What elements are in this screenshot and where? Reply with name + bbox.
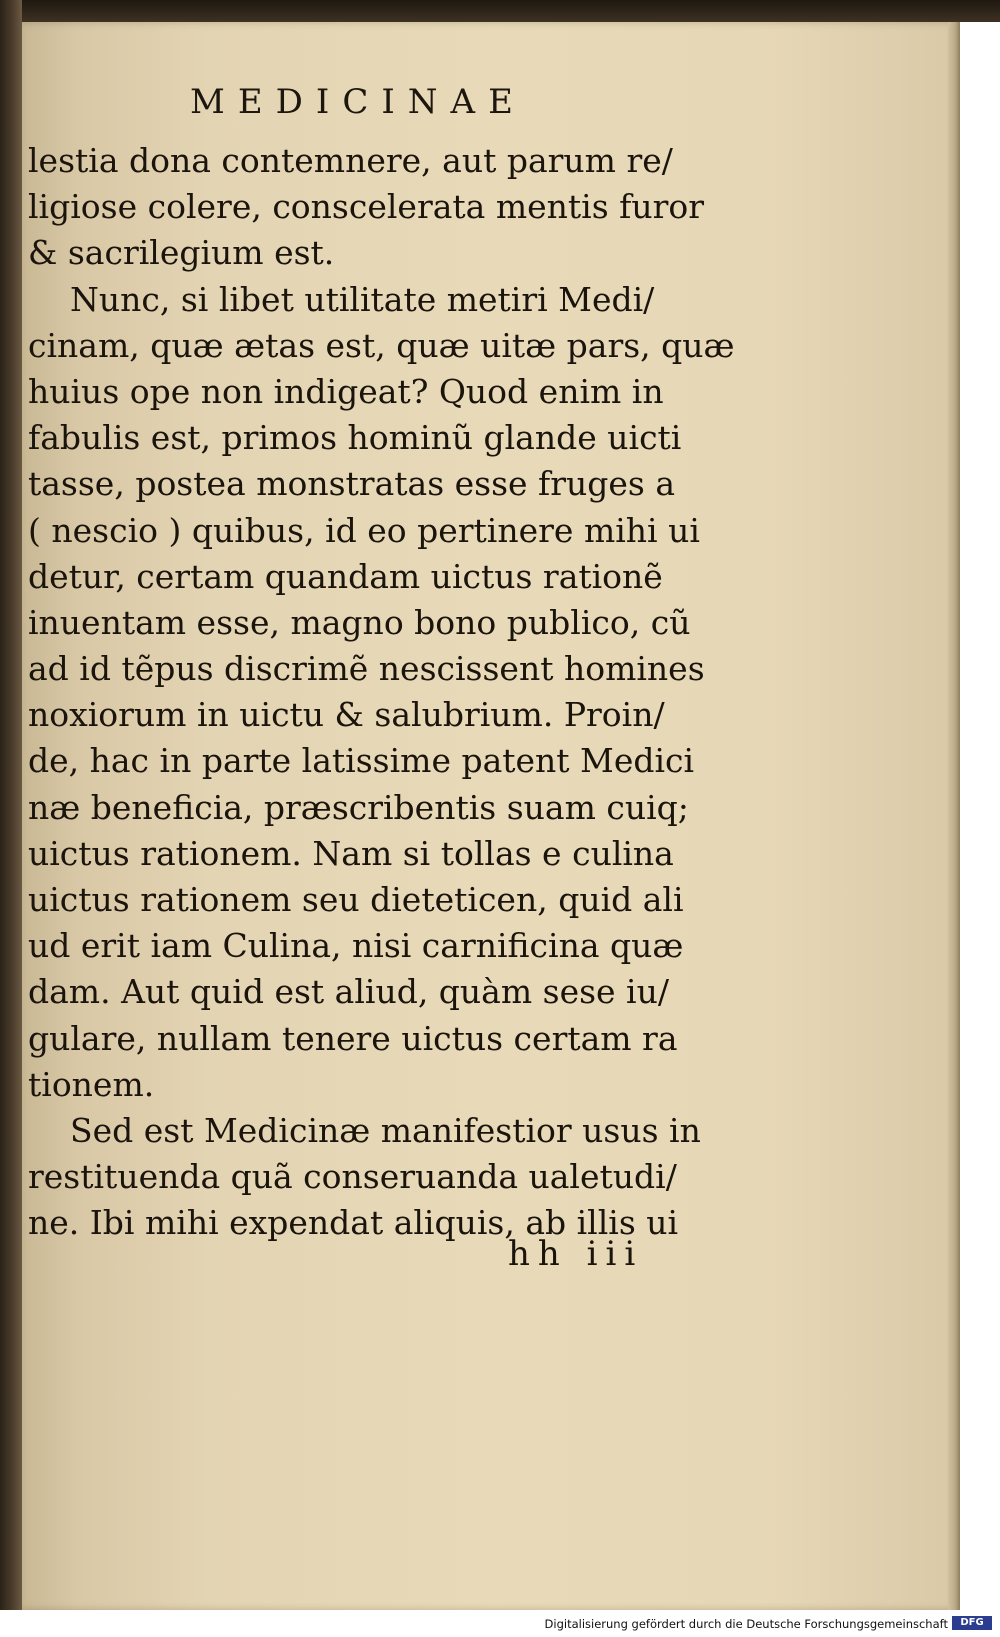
text-line: detur, certam quandam uictus rationẽ (28, 556, 663, 596)
text-line: ne. Ibi mihi expendat aliquis, ab illis ui (28, 1203, 679, 1243)
book-binding-edge (0, 0, 22, 1610)
body-text (28, 138, 735, 1247)
text-line: uictus rationem. Nam si tollas e culina (28, 833, 674, 873)
text-line: næ beneficia, præscribentis suam cuiq; (28, 787, 689, 827)
text-line: Sed est Medicinæ manifestior usus in (70, 1110, 701, 1150)
text-line: ad id tẽpus discrimẽ nescissent homines (28, 649, 705, 689)
text-line: Nunc, si libet utilitate metiri Medi/ (70, 279, 655, 319)
text-line: gulare, nullam tenere uictus certam ra (28, 1018, 678, 1058)
text-line: ligiose colere, conscelerata mentis furor (28, 187, 705, 227)
text-line: huius ope non indigeat? Quod enim in (28, 371, 664, 411)
text-line: cinam, quæ ætas est, quæ uitæ pars, quæ (28, 325, 735, 365)
signature-mark: hh iii (508, 1234, 644, 1274)
funding-credit: Digitalisierung gefördert durch die Deutsche Forschungsgemeinschaft (544, 1617, 948, 1631)
text-line: fabulis est, primos hominũ glande uicti (28, 418, 682, 458)
text-line: & sacrilegium est. (28, 233, 335, 273)
text-line: lestia dona contemnere, aut parum re/ (28, 141, 673, 180)
dfg-logo-icon: DFG (952, 1616, 992, 1630)
footer-bar (0, 1610, 1000, 1637)
page-fore-edge (948, 22, 960, 1610)
text-line: restituenda quã conseruanda ualetudi/ (28, 1157, 677, 1197)
text-line: inuentam esse, magno bono publico, cũ (28, 602, 691, 642)
text-line: tionem. (28, 1064, 155, 1104)
text-line: noxiorum in uictu & salubrium. Proin/ (28, 695, 665, 735)
scan-top-border (0, 0, 1000, 22)
text-line: de, hac in parte latissime patent Medici (28, 741, 695, 781)
text-line: dam. Aut quid est aliud, quàm sese iu/ (28, 972, 669, 1012)
text-line: uictus rationem seu dieteticen, quid ali (28, 880, 684, 919)
text-line: tasse, postea monstratas esse fruges a (28, 464, 676, 504)
running-head: MEDICINAE (190, 82, 526, 122)
text-line: ud erit iam Culina, nisi carnificina quæ (28, 926, 684, 966)
text-line: ( nescio ) quibus, id eo pertinere mihi ui (28, 510, 700, 550)
